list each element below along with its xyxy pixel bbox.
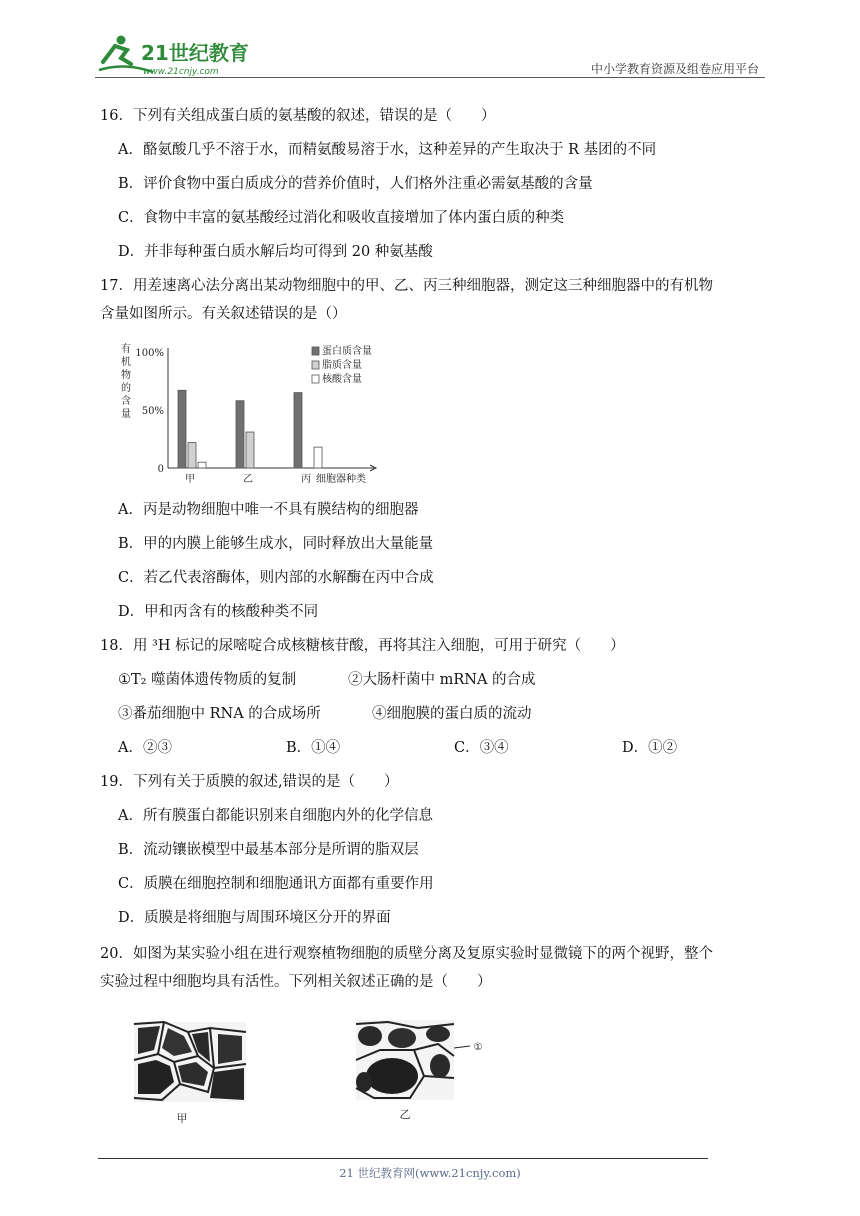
question-19-stem: 19．下列有关于质膜的叙述,错误的是（ ） xyxy=(100,774,399,790)
q18-item-1: ①T₂ 噬菌体遗传物质的复制 xyxy=(118,672,297,688)
y-tick-label: 50% xyxy=(141,406,164,417)
y-axis-label-char: 量 xyxy=(121,409,131,420)
q18-choice-d: D．①② xyxy=(622,740,678,756)
page-header xyxy=(95,28,765,80)
q19-option-d: D．质膜是将细胞与周围环境区分开的界面 xyxy=(118,910,391,926)
header-divider xyxy=(95,77,765,78)
q17-option-a: A．丙是动物细胞中唯一不具有膜结构的细胞器 xyxy=(118,502,419,518)
footer-text: 21 世纪教育网(www.21cnjy.com) xyxy=(339,1166,521,1180)
question-20-stem-line2: 实验过程中细胞均具有活性。下列相关叙述正确的是（ ） xyxy=(100,974,492,990)
legend-entry: 蛋白质含量 xyxy=(322,346,372,357)
bar xyxy=(236,401,244,468)
x-axis-label: 细胞器种类 xyxy=(316,474,366,485)
q19-option-b: B．流动镶嵌模型中最基本部分是所谓的脂双层 xyxy=(118,842,419,858)
legend-swatch xyxy=(312,375,319,383)
bar xyxy=(188,442,196,468)
q16-option-c: C．食物中丰富的氨基酸经过消化和吸收直接增加了体内蛋白质的种类 xyxy=(118,210,565,226)
q17-option-c: C．若乙代表溶酶体，则内部的水解酶在丙中合成 xyxy=(118,570,434,586)
legend-swatch xyxy=(312,361,319,369)
q16-option-b: B．评价食物中蛋白质成分的营养价值时，人们格外注重必需氨基酸的含量 xyxy=(118,176,593,192)
footer-divider xyxy=(98,1158,708,1159)
micrograph-yi xyxy=(356,1020,483,1121)
micrograph-jia xyxy=(134,1022,246,1125)
legend-entry: 核酸含量 xyxy=(322,374,362,385)
y-axis-label-char: 的 xyxy=(121,383,131,394)
x-tick-label: 丙 xyxy=(301,474,311,485)
bar xyxy=(178,390,186,468)
q18-choice-b: B．①④ xyxy=(286,740,341,756)
platform-name: 中小学教育资源及组卷应用平台 xyxy=(590,62,759,76)
legend-swatch xyxy=(312,347,319,355)
bar xyxy=(198,462,206,468)
q17-option-d: D．甲和丙含有的核酸种类不同 xyxy=(118,604,319,620)
question-17-stem-line2: 含量如图所示。有关叙述错误的是（） xyxy=(100,306,347,322)
y-tick-label: 0 xyxy=(157,464,164,475)
organelle-content-chart xyxy=(116,340,386,490)
y-axis-label-char: 物 xyxy=(121,370,131,381)
y-axis-label-char: 含 xyxy=(121,396,131,407)
q18-item-4: ④细胞膜的蛋白质的流动 xyxy=(372,706,532,722)
svg-text:21世纪教育: 21世纪教育 xyxy=(141,41,249,65)
plasmolysis-micrograph xyxy=(118,1010,508,1128)
y-axis-label-char: 机 xyxy=(121,357,131,368)
q18-item-3: ③番茄细胞中 RNA 的合成场所 xyxy=(118,706,321,722)
q19-option-c: C．质膜在细胞控制和细胞通讯方面都有重要作用 xyxy=(118,876,434,892)
q18-item-2: ②大肠杆菌中 mRNA 的合成 xyxy=(348,672,536,688)
micrograph-pointer-1: ① xyxy=(473,1042,483,1053)
x-tick-label: 乙 xyxy=(243,474,253,485)
legend-entry: 脂质含量 xyxy=(322,360,362,371)
question-18-stem: 18．用 ³H 标记的尿嘧啶合成核糖核苷酸，再将其注入细胞，可用于研究（ ） xyxy=(100,638,625,654)
question-17-stem-line1: 17．用差速离心法分离出某动物细胞中的甲、乙、丙三种细胞器，测定这三种细胞器中的有机物 xyxy=(100,278,713,294)
q16-option-a: A．酪氨酸几乎不溶于水，而精氨酸易溶于水，这种差异的产生取决于 R 基团的不同 xyxy=(118,142,657,158)
svg-text:www.21cnjy.com: www.21cnjy.com xyxy=(143,67,219,76)
question-16-stem: 16．下列有关组成蛋白质的氨基酸的叙述，错误的是（ ） xyxy=(100,108,496,124)
question-20-stem-line1: 20．如图为某实验小组在进行观察植物细胞的质壁分离及复原实验时显微镜下的两个视野，整个 xyxy=(100,946,713,962)
q17-option-b: B．甲的内膜上能够生成水，同时释放出大量能量 xyxy=(118,536,434,552)
micrograph-label-yi: 乙 xyxy=(399,1108,411,1121)
bar xyxy=(314,447,322,468)
y-tick-label: 100% xyxy=(135,348,164,359)
site-logo xyxy=(95,32,265,76)
bar xyxy=(294,393,302,468)
y-axis-label-char: 有 xyxy=(121,344,131,355)
q19-option-a: A．所有膜蛋白都能识别来自细胞内外的化学信息 xyxy=(118,808,433,824)
q18-choice-c: C．③④ xyxy=(454,740,509,756)
q18-choice-a: A．②③ xyxy=(118,740,172,756)
q16-option-d: D．并非每种蛋白质水解后均可得到 20 种氨基酸 xyxy=(118,244,433,260)
x-tick-label: 甲 xyxy=(185,474,195,485)
bar xyxy=(246,432,254,468)
micrograph-label-jia: 甲 xyxy=(176,1112,188,1125)
